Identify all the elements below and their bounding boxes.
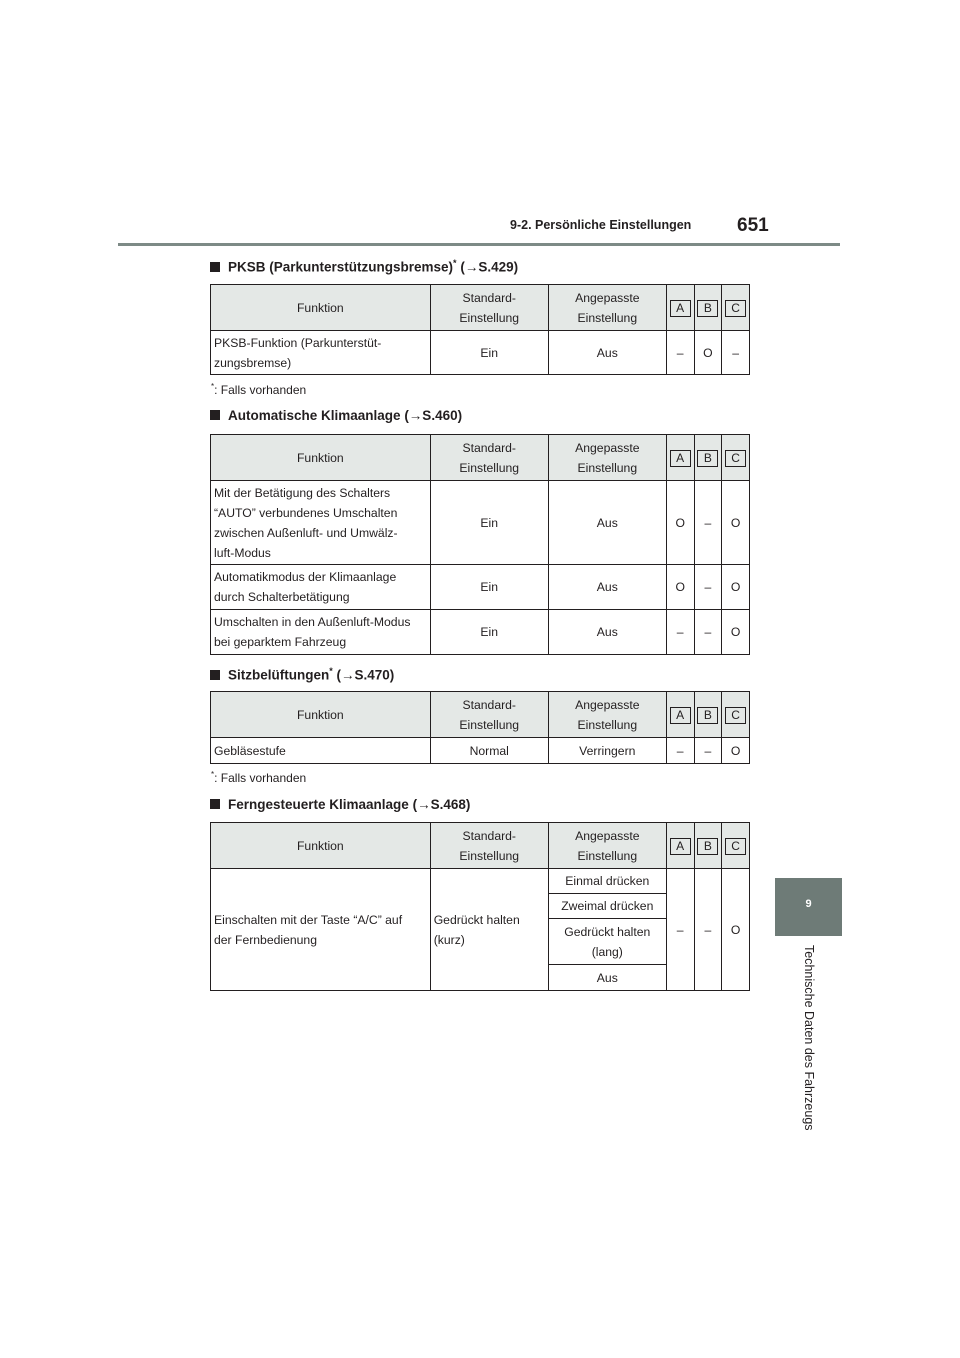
settings-table-pksb [210, 284, 750, 375]
page-number: 651 [737, 215, 769, 236]
column-a-label: A [670, 838, 691, 855]
table-header-row: Funktion Standard- Einstellung Angepasste Einstellung A B C [211, 823, 750, 869]
table-row: Zweimal drücken [211, 894, 750, 919]
column-c-label: C [725, 838, 746, 855]
table-header-row: Funktion Standard- Einstellung Angepasste Einstellung A B C [211, 692, 750, 738]
column-b-label: B [697, 707, 718, 724]
square-bullet-icon [210, 670, 220, 680]
chapter-title: Technische Daten des Fahrzeugs [802, 945, 816, 1131]
column-b-label: B [697, 450, 718, 467]
table-row: Gebläsestufe Normal Verringern – – O [211, 738, 750, 764]
column-c-label: C [725, 707, 746, 724]
square-bullet-icon [210, 262, 220, 272]
table-row: Aus [211, 965, 750, 991]
table-row: Einschalten mit der Taste “A/C” auf der Fernbedienung Gedrückt halten (kurz) Einmal drücken – – O [211, 869, 750, 894]
settings-table-sitzbelueftungen [210, 691, 750, 764]
table-row: Mit der Betätigung des Schalters “AUTO” verbundenes Umschalten zwischen Außenluft- und Umwälz- luft-Modus Ein Aus O – O [211, 481, 750, 565]
footnote: *: Falls vorhanden [211, 770, 307, 785]
square-bullet-icon [210, 799, 220, 809]
column-b-label: B [697, 300, 718, 317]
column-a-label: A [670, 450, 691, 467]
table-row: Automatikmodus der Klimaanlage durch Schalterbetätigung Ein Aus O – O [211, 565, 750, 610]
table-header-row: Funktion Standard- Einstellung Angepasste Einstellung A B C [211, 285, 750, 331]
table-header-row: Funktion Standard- Einstellung Angepasste Einstellung A B C [211, 435, 750, 481]
column-c-label: C [725, 450, 746, 467]
chapter-number: 9 [805, 898, 812, 910]
table-row: Umschalten in den Außenluft-Modus bei geparktem Fahrzeug Ein Aus – – O [211, 610, 750, 655]
table-row: PKSB-Funktion (Parkunterstüt- zungsbremse) Ein Aus – O – [211, 331, 750, 375]
settings-table-ferngesteuert [210, 822, 750, 991]
column-a-label: A [670, 300, 691, 317]
section-heading-pksb: PKSB (Parkunterstützungsbremse)* (→S.429) [210, 258, 518, 275]
column-a-label: A [670, 707, 691, 724]
section-title: 9-2. Persönliche Einstellungen [510, 218, 692, 232]
header-rule [118, 243, 840, 246]
section-heading-klimaanlage: Automatische Klimaanlage (→S.460) [210, 408, 462, 423]
section-heading-sitzbelueftungen: Sitzbelüftungen* (→S.470) [210, 666, 394, 683]
section-heading-ferngesteuert: Ferngesteuerte Klimaanlage (→S.468) [210, 797, 470, 812]
table-row: Gedrückt halten (lang) [211, 919, 750, 965]
settings-table-klimaanlage [210, 434, 750, 655]
column-b-label: B [697, 838, 718, 855]
square-bullet-icon [210, 410, 220, 420]
footnote: *: Falls vorhanden [211, 382, 307, 397]
column-c-label: C [725, 300, 746, 317]
